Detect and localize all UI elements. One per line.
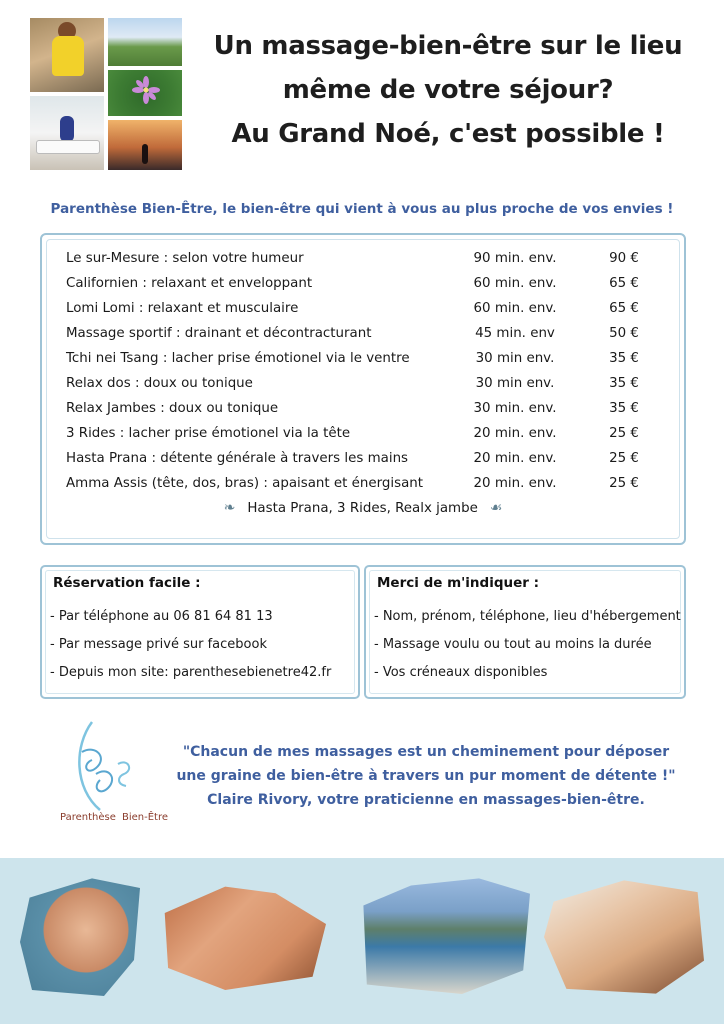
photo-massage-table [30, 96, 104, 170]
service-name: Relax dos : doux ou tonique [66, 376, 253, 391]
info-request-title: Merci de m'indiquer : [377, 575, 540, 591]
photo-lake-massage [360, 876, 530, 994]
service-price: 25 € [609, 426, 639, 441]
photo-sunset-silhouette [108, 120, 182, 170]
service-name: Hasta Prana : détente générale à travers les mains [66, 451, 409, 466]
service-duration: 30 min env. [475, 376, 555, 391]
reservation-title: Réservation facile : [53, 575, 201, 591]
service-row [66, 326, 666, 351]
parenthese-logo [52, 718, 172, 830]
service-duration: 60 min. env. [473, 276, 557, 291]
service-price: 65 € [609, 301, 639, 316]
logo-word-1: Parenthèse [60, 812, 116, 823]
service-price: 25 € [609, 476, 639, 491]
swirl-ornament-icon: ☙ [489, 500, 503, 516]
service-row [66, 451, 666, 476]
service-duration: 20 min. env. [473, 476, 557, 491]
photo-hills-landscape [108, 18, 182, 66]
service-name: Relax Jambes : doux ou tonique [66, 401, 279, 416]
reservation-facebook: - Par message privé sur facebook [50, 637, 267, 652]
service-row [66, 276, 666, 301]
testimonial-quote [170, 740, 682, 812]
service-name: 3 Rides : lacher prise émotionel via la tête [66, 426, 351, 441]
headline-line-2: même de votre séjour? [282, 75, 614, 105]
info-request-box [364, 565, 686, 699]
services-note-text: Hasta Prana, 3 Rides, Realx jambe [247, 501, 478, 516]
photo-massage-athlete [30, 18, 104, 92]
reservation-box [40, 565, 360, 699]
service-price: 35 € [609, 351, 639, 366]
service-name: Lomi Lomi : relaxant et musculaire [66, 301, 299, 316]
service-duration: 60 min. env. [473, 301, 557, 316]
flower-icon [132, 76, 160, 104]
service-name: Californien : relaxant et enveloppant [66, 276, 313, 291]
service-row [66, 301, 666, 326]
swirl-ornament-icon: ❧ [223, 500, 236, 516]
service-row [66, 251, 666, 276]
info-request-item: - Nom, prénom, téléphone, lieu d'hébergement [374, 609, 681, 624]
service-row [66, 401, 666, 426]
service-row [66, 426, 666, 451]
service-duration: 20 min. env. [473, 451, 557, 466]
service-row [66, 376, 666, 401]
logo-mark-icon [52, 718, 172, 814]
photo-banner [0, 858, 724, 1024]
photo-shoulder-massage [544, 878, 704, 996]
service-price: 25 € [609, 451, 639, 466]
service-name: Tchi nei Tsang : lacher prise émotionel via le ventre [66, 351, 410, 366]
service-duration: 30 min. env. [473, 401, 557, 416]
service-row [66, 476, 666, 501]
service-duration: 20 min. env. [473, 426, 557, 441]
service-price: 35 € [609, 401, 639, 416]
service-name: Massage sportif : drainant et décontracturant [66, 326, 372, 341]
service-price: 90 € [609, 251, 639, 266]
reservation-phone: - Par téléphone au 06 81 64 81 13 [50, 609, 273, 624]
logo-word-2: Bien-Être [122, 812, 169, 823]
tagline: Parenthèse Bien-Être, le bien-être qui vient à vous au plus proche de vos envies ! [50, 201, 674, 217]
reservation-website: - Depuis mon site: parenthesebienetre42.fr [50, 665, 332, 680]
service-price: 65 € [609, 276, 639, 291]
service-price: 50 € [609, 326, 639, 341]
quote-line-3: Claire Rivory, votre praticienne en massages-bien-être. [207, 792, 645, 808]
info-request-item: - Massage voulu ou tout au moins la durée [374, 637, 652, 652]
headline-line-3: Au Grand Noé, c'est possible ! [231, 119, 665, 149]
photo-back-massage [158, 880, 326, 990]
photo-collage [30, 18, 182, 170]
service-name: Amma Assis (tête, dos, bras) : apaisant et énergisant [66, 476, 424, 491]
services-note [42, 500, 684, 516]
info-request-item: - Vos créneaux disponibles [374, 665, 548, 680]
service-name: Le sur-Mesure : selon votre humeur [66, 251, 304, 266]
services-price-list [40, 233, 686, 545]
service-duration: 45 min. env [475, 326, 555, 341]
photo-purple-flower [108, 70, 182, 116]
service-duration: 90 min. env. [473, 251, 557, 266]
service-duration: 30 min env. [475, 351, 555, 366]
quote-line-1: "Chacun de mes massages est un cheminement pour déposer [182, 744, 670, 760]
service-row [66, 351, 666, 376]
service-price: 35 € [609, 376, 639, 391]
page-headline [196, 24, 700, 156]
headline-line-1: Un massage-bien-être sur le lieu [213, 31, 683, 61]
quote-line-2: une graine de bien-être à travers un pur moment de détente !" [176, 768, 676, 784]
photo-practitioner [20, 876, 140, 996]
